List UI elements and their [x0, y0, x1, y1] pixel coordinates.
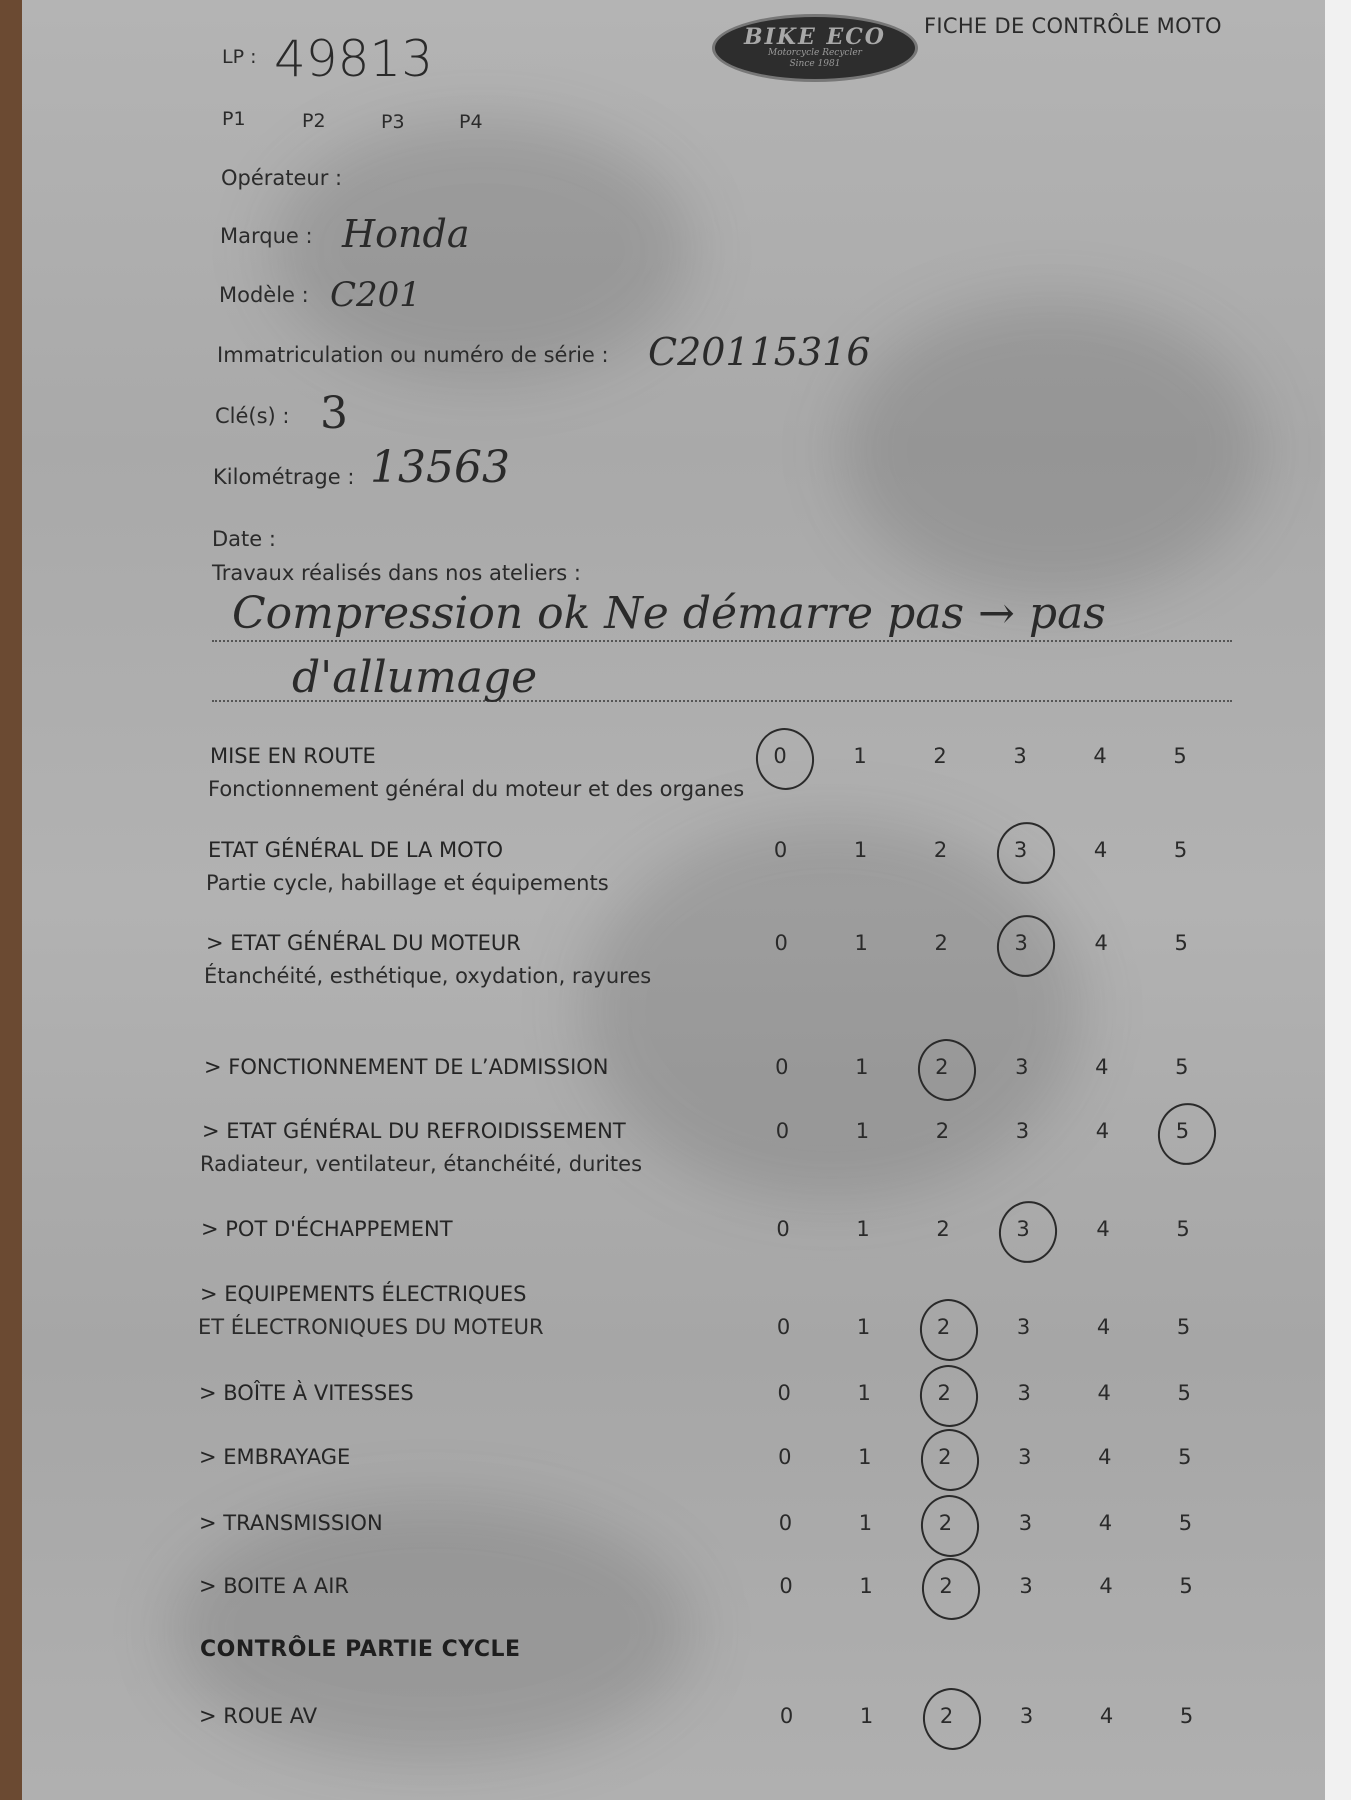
- score-5[interactable]: 5: [1175, 1055, 1189, 1079]
- travaux-line-1: Compression ok Ne démarre pas → pas: [232, 588, 1106, 639]
- score-3[interactable]: 3: [1018, 1511, 1033, 1535]
- kilometrage-value: 13563: [370, 442, 510, 493]
- score-0[interactable]: 0: [775, 1055, 789, 1079]
- score-4[interactable]: 4: [1096, 1315, 1111, 1339]
- criterion-subtitle: Fonctionnement général du moteur et des organes: [208, 777, 745, 801]
- score-2[interactable]: 2: [934, 931, 948, 955]
- paper-edge: [1325, 0, 1351, 1800]
- score-2[interactable]: 2: [937, 1381, 951, 1405]
- travaux-line-2: d'allumage: [292, 652, 538, 703]
- score-0[interactable]: 0: [775, 1119, 790, 1143]
- logo-brand: BIKE ECO: [744, 24, 886, 50]
- score-2[interactable]: 2: [933, 744, 947, 768]
- score-1[interactable]: 1: [854, 931, 868, 955]
- immatriculation-value: C20115316: [648, 330, 871, 374]
- logo-tagline: Motorcycle Recycler: [768, 48, 862, 58]
- score-5[interactable]: 5: [1177, 1381, 1191, 1405]
- score-2[interactable]: 2: [933, 838, 948, 862]
- inspection-sheet: [22, 0, 1351, 1800]
- kilometrage-label: Kilométrage :: [213, 465, 355, 489]
- operateur-label: Opérateur :: [221, 166, 343, 190]
- score-5[interactable]: 5: [1176, 1315, 1191, 1339]
- score-1[interactable]: 1: [859, 1704, 874, 1728]
- cles-label: Clé(s) :: [215, 404, 290, 428]
- modele-value: C201: [330, 275, 421, 315]
- section-controle-partie-cycle: CONTRÔLE PARTIE CYCLE: [200, 1637, 521, 1662]
- score-5[interactable]: 5: [1178, 1511, 1193, 1535]
- logo-since: Since 1981: [789, 59, 841, 69]
- score-1[interactable]: 1: [855, 1055, 869, 1079]
- score-3[interactable]: 3: [1015, 1055, 1029, 1079]
- criterion-title: > ROUE AV: [199, 1704, 318, 1728]
- score-3[interactable]: 3: [1018, 1445, 1032, 1469]
- score-4[interactable]: 4: [1095, 1055, 1109, 1079]
- score-5[interactable]: 5: [1176, 1217, 1190, 1241]
- cles-value: 3: [320, 388, 348, 439]
- score-3[interactable]: 3: [1019, 1704, 1034, 1728]
- score-2[interactable]: 2: [935, 1055, 949, 1079]
- score-4[interactable]: 4: [1099, 1574, 1113, 1598]
- criterion-subtitle: Partie cycle, habillage et équipements: [206, 871, 609, 895]
- score-4[interactable]: 4: [1095, 1119, 1110, 1143]
- travaux-dotted-line-1: [212, 640, 1232, 642]
- bike-eco-logo: [712, 14, 918, 82]
- marque-label: Marque :: [220, 224, 313, 248]
- score-0[interactable]: 0: [778, 1511, 793, 1535]
- score-4[interactable]: 4: [1099, 1704, 1114, 1728]
- toner-smudge: [842, 300, 1262, 600]
- criterion-title: > ETAT GÉNÉRAL DU MOTEUR: [206, 931, 521, 955]
- score-1[interactable]: 1: [859, 1574, 873, 1598]
- toner-smudge: [272, 120, 692, 380]
- score-1[interactable]: 1: [855, 1119, 870, 1143]
- score-0[interactable]: 0: [778, 1445, 792, 1469]
- score-3[interactable]: 3: [1014, 931, 1028, 955]
- score-0[interactable]: 0: [777, 1381, 791, 1405]
- criterion-title: > POT D'ÉCHAPPEMENT: [201, 1217, 453, 1241]
- criterion-title: > TRANSMISSION: [199, 1511, 383, 1535]
- score-2[interactable]: 2: [938, 1445, 952, 1469]
- criterion-title: MISE EN ROUTE: [210, 744, 376, 768]
- score-4[interactable]: 4: [1098, 1445, 1112, 1469]
- score-4[interactable]: 4: [1093, 744, 1107, 768]
- travaux-label: Travaux réalisés dans nos ateliers :: [212, 561, 581, 585]
- score-1[interactable]: 1: [858, 1445, 872, 1469]
- marque-value: Honda: [342, 212, 470, 256]
- score-1[interactable]: 1: [853, 838, 868, 862]
- criterion-title: > ETAT GÉNÉRAL DU REFROIDISSEMENT: [202, 1119, 626, 1143]
- score-5[interactable]: 5: [1173, 838, 1188, 862]
- p1-label: P1: [222, 108, 246, 130]
- immatriculation-label: Immatriculation ou numéro de série :: [217, 343, 609, 367]
- lp-value: 49813: [274, 30, 434, 88]
- p4-label: P4: [459, 111, 483, 133]
- p3-label: P3: [381, 111, 405, 133]
- score-4[interactable]: 4: [1093, 838, 1108, 862]
- p2-label: P2: [302, 110, 326, 132]
- criterion-title: > BOÎTE À VITESSES: [199, 1381, 414, 1405]
- criterion-title: > FONCTIONNEMENT DE L’ADMISSION: [204, 1055, 609, 1079]
- score-0[interactable]: 0: [773, 838, 788, 862]
- score-3[interactable]: 3: [1013, 838, 1028, 862]
- criterion-subtitle: ET ÉLECTRONIQUES DU MOTEUR: [198, 1315, 544, 1339]
- score-1[interactable]: 1: [853, 744, 867, 768]
- score-0[interactable]: 0: [773, 744, 787, 768]
- score-2[interactable]: 2: [939, 1574, 953, 1598]
- score-0[interactable]: 0: [779, 1704, 794, 1728]
- score-1[interactable]: 1: [857, 1381, 871, 1405]
- score-2[interactable]: 2: [936, 1217, 950, 1241]
- score-3[interactable]: 3: [1015, 1119, 1030, 1143]
- score-3[interactable]: 3: [1013, 744, 1027, 768]
- criterion-title: > EQUIPEMENTS ÉLECTRIQUES: [200, 1282, 527, 1306]
- criterion-title: > EMBRAYAGE: [199, 1445, 351, 1469]
- document-title: FICHE DE CONTRÔLE MOTO: [924, 14, 1222, 38]
- date-label: Date :: [212, 527, 276, 551]
- score-2[interactable]: 2: [938, 1511, 953, 1535]
- score-5[interactable]: 5: [1179, 1704, 1194, 1728]
- score-2[interactable]: 2: [936, 1315, 951, 1339]
- score-3[interactable]: 3: [1019, 1574, 1033, 1598]
- criterion-title: ETAT GÉNÉRAL DE LA MOTO: [208, 838, 504, 862]
- modele-label: Modèle :: [219, 283, 309, 307]
- score-4[interactable]: 4: [1094, 931, 1108, 955]
- criterion-title: > BOITE A AIR: [199, 1574, 349, 1598]
- score-1[interactable]: 1: [856, 1217, 870, 1241]
- lp-label: LP :: [222, 46, 257, 68]
- score-0[interactable]: 0: [779, 1574, 793, 1598]
- criterion-subtitle: Radiateur, ventilateur, étanchéité, durites: [200, 1152, 643, 1176]
- score-0[interactable]: 0: [774, 931, 788, 955]
- score-3[interactable]: 3: [1017, 1381, 1031, 1405]
- score-1[interactable]: 1: [858, 1511, 873, 1535]
- score-4[interactable]: 4: [1097, 1381, 1111, 1405]
- score-2[interactable]: 2: [939, 1704, 954, 1728]
- score-4[interactable]: 4: [1096, 1217, 1110, 1241]
- score-0[interactable]: 0: [776, 1315, 791, 1339]
- score-5[interactable]: 5: [1173, 744, 1187, 768]
- score-5[interactable]: 5: [1178, 1445, 1192, 1469]
- score-3[interactable]: 3: [1016, 1217, 1030, 1241]
- score-5[interactable]: 5: [1175, 1119, 1190, 1143]
- score-0[interactable]: 0: [776, 1217, 790, 1241]
- score-1[interactable]: 1: [856, 1315, 871, 1339]
- score-3[interactable]: 3: [1016, 1315, 1031, 1339]
- score-5[interactable]: 5: [1174, 931, 1188, 955]
- score-2[interactable]: 2: [935, 1119, 950, 1143]
- criterion-subtitle: Étanchéité, esthétique, oxydation, rayures: [204, 964, 652, 988]
- score-5[interactable]: 5: [1179, 1574, 1193, 1598]
- score-4[interactable]: 4: [1098, 1511, 1113, 1535]
